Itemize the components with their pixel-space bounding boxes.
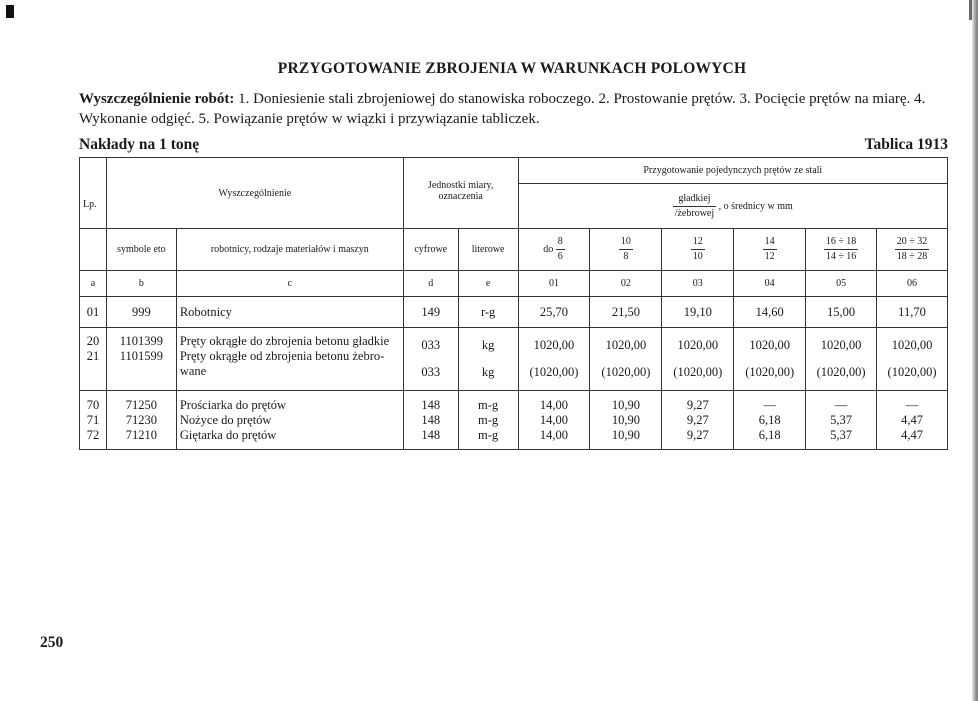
row-value: — 5,37 5,37 <box>806 391 877 450</box>
page-title: PRZYGOTOWANIE ZBROJENIA W WARUNKACH POLOWYCH <box>277 60 747 77</box>
diameter-col-05 <box>806 229 877 271</box>
row-value: 1020,00 (1020,00) <box>662 328 734 391</box>
row-symbol: 71250 71230 71210 <box>106 391 176 450</box>
column-letters-row <box>80 271 948 297</box>
row-value: — 6,18 6,18 <box>734 391 806 450</box>
row-value: 1020,00 (1020,00) <box>734 328 806 391</box>
column-letter: d <box>403 271 458 297</box>
column-letter: e <box>458 271 518 297</box>
diameter-fraction: $\frac{10}{8}$ <box>620 236 631 262</box>
row-lp: 20 21 <box>80 328 107 391</box>
column-letter: 03 <box>662 271 734 297</box>
table-row-group <box>80 328 948 391</box>
header-przygotowanie: Przygotowanie pojedynczych prętów ze stali <box>518 158 947 184</box>
row-value: 1020,00 (1020,00) <box>806 328 877 391</box>
row-unit-code: 033 033 <box>403 328 458 391</box>
row-value: 9,27 9,27 9,27 <box>662 391 734 450</box>
row-value: 11,70 <box>877 297 948 328</box>
table-row-group <box>80 391 948 450</box>
header-jednostki: Jednostki miary, oznaczenia <box>403 158 518 229</box>
row-unit-code: 149 <box>403 297 458 328</box>
column-letter: 01 <box>518 271 590 297</box>
row-unit-letter: kg kg <box>458 328 518 391</box>
row-name: Robotnicy <box>176 297 403 328</box>
row-value: 10,90 10,90 10,90 <box>590 391 662 450</box>
table-number: Tablica 1913 <box>864 136 948 153</box>
column-letter: 06 <box>877 271 948 297</box>
header-lp-cont <box>80 229 107 271</box>
row-value: 25,70 <box>518 297 590 328</box>
works-description <box>79 89 949 129</box>
do-label: do <box>543 243 554 255</box>
page-edge-shadow <box>972 0 978 701</box>
works-description-label: Wyszczególnienie robót: <box>79 91 235 107</box>
row-value: — 4,47 4,47 <box>877 391 948 450</box>
row-value: 14,60 <box>734 297 806 328</box>
diameter-fraction: $\frac{12}{10}$ <box>692 236 703 262</box>
row-value: 1020,00 (1020,00) <box>590 328 662 391</box>
diameter-fraction: $\frac{14}{12}$ <box>764 236 775 262</box>
header-srednica <box>518 184 947 229</box>
row-unit-letter: r-g <box>458 297 518 328</box>
row-name: Pręty okrągłe do zbrojenia betonu gładkie Pręty okrągłe od zbrojenia betonu żebro- wane <box>176 328 403 391</box>
row-unit-code: 148 148 148 <box>403 391 458 450</box>
diameter-col-03 <box>662 229 734 271</box>
diameter-col-06 <box>877 229 948 271</box>
diameter-col-04 <box>734 229 806 271</box>
row-value: 14,00 14,00 14,00 <box>518 391 590 450</box>
header-symbole: symbole eto <box>106 229 176 271</box>
header-steel-type: $\frac{\text{gładkiej}}{\text{/żebrowej}}$ <box>674 192 715 219</box>
header-lp: Lp. <box>80 158 107 229</box>
column-letter: a <box>80 271 107 297</box>
header-srednica-text: , o średnicy w mm <box>718 200 793 212</box>
header-literowe: literowe <box>458 229 518 271</box>
row-lp: 70 71 72 <box>80 391 107 450</box>
row-value: 21,50 <box>590 297 662 328</box>
subheading: Nakłady na 1 tonę <box>79 136 200 153</box>
corner-mark <box>6 5 14 18</box>
column-letter: 05 <box>806 271 877 297</box>
works-description-text: 1. Doniesienie stali zbrojeniowej do stanowiska roboczego. 2. Prostowanie prętów. 3. Pocięcie prętów na miarę. 4. Wykonanie odgięć. 5. Powiązanie prętów w wiązki i przywiązanie tabliczek. <box>79 91 926 127</box>
diameter-fraction: $\frac{8}{6}$ <box>557 236 563 262</box>
row-value: 19,10 <box>662 297 734 328</box>
row-value: 15,00 <box>806 297 877 328</box>
diameter-col-02 <box>590 229 662 271</box>
row-name: Prościarka do prętów Nożyce do prętów Giętarka do prętów <box>176 391 403 450</box>
column-letter: b <box>106 271 176 297</box>
header-wyszczegolnienie: Wyszczególnienie <box>106 158 403 229</box>
row-unit-letter: m-g m-g m-g <box>458 391 518 450</box>
row-symbol: 999 <box>106 297 176 328</box>
row-value: 1020,00 (1020,00) <box>518 328 590 391</box>
row-value: 1020,00 (1020,00) <box>877 328 948 391</box>
row-symbol: 1101399 1101599 <box>106 328 176 391</box>
diameter-col-01 <box>518 229 590 271</box>
column-letter: 02 <box>590 271 662 297</box>
norms-table <box>79 157 948 450</box>
diameter-fraction: $\frac{20 \div 32}{18 \div 28}$ <box>896 236 928 262</box>
page-number: 250 <box>40 634 64 651</box>
column-letter: 04 <box>734 271 806 297</box>
column-letter: c <box>176 271 403 297</box>
header-robotnicy: robotnicy, rodzaje materiałów i maszyn <box>176 229 403 271</box>
row-lp: 01 <box>80 297 107 328</box>
table-row <box>80 297 948 328</box>
header-cyfrowe: cyfrowe <box>403 229 458 271</box>
diameter-fraction: $\frac{16 \div 18}{14 \div 16}$ <box>825 236 857 262</box>
